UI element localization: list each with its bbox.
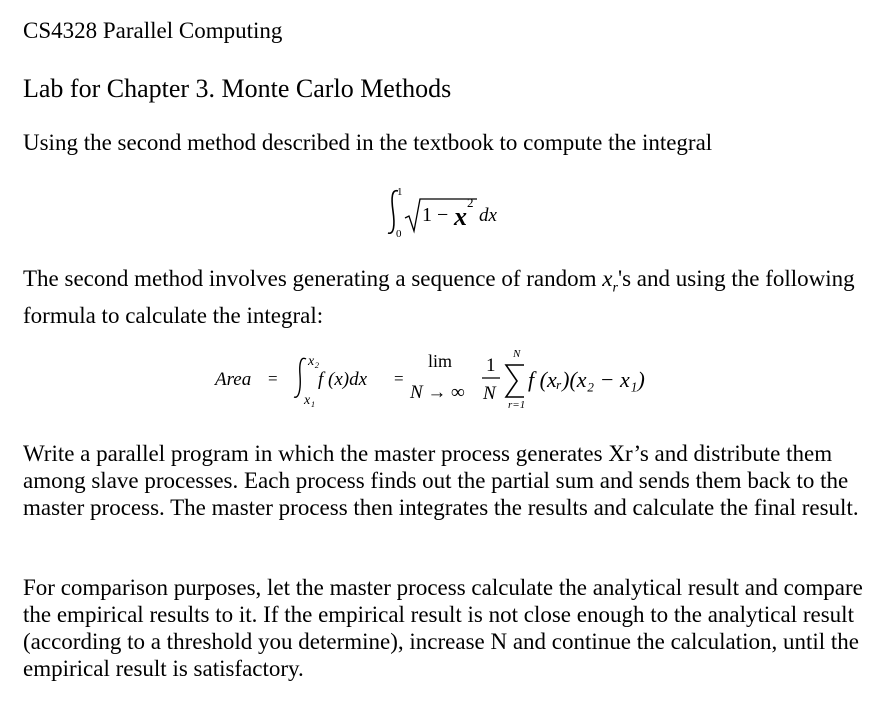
radicand-variable: x [454,202,467,231]
course-name: CS4328 Parallel Computing [23,18,283,43]
area-formula [210,345,690,410]
integrand: f (x)dx [318,369,368,390]
integral-sign-2 [294,358,306,397]
limit-label: lim [428,351,453,371]
sum-term: f (xᵣ)(x₂ − x₁) [528,367,645,392]
task-paragraph: Write a parallel program in which the master process generates Xr’s and distribute them among slave processes. Each process finds out the partial sum and sends them back to the master process. The master process then integrates the results and calculate the final result. [23,441,859,520]
equals-sign-1: = [268,369,278,388]
integral-lower-x1: x₁ [304,393,316,408]
integral-equation [385,185,510,240]
second-method-text-end: 's and using the following formula to calculate the integral: [23,266,855,328]
second-method-text-start: The second method involves generating a sequence of random [23,266,603,291]
area-label: Area [215,369,252,390]
sum-lower-limit: r=1 [508,399,526,410]
limit-subscript: N → ∞ [410,382,465,403]
equals-sign-2: = [394,369,404,388]
summation-sign [506,365,524,397]
comparison-paragraph: For comparison purposes, let the master process calculate the analytical result and compare the empirical results to it. If the empirical result is not close enough to the analytical result (according to a threshold you determine), increase N and continue the calculation, until the empirical result is satisfactory. [23,575,863,681]
fraction-numerator: 1 [486,355,496,376]
integral-lower-limit: 0 [396,228,402,240]
intro-paragraph: Using the second method described in the textbook to compute the integral [23,130,713,155]
xr-subscript: r [612,280,618,296]
sum-upper-limit: N [513,348,521,360]
fraction-denominator: N [483,383,496,404]
integral-upper-limit: 1 [397,186,403,198]
lab-title: Lab for Chapter 3. Monte Carlo Methods [23,74,452,103]
integral-upper-x2: x₂ [308,354,320,369]
second-method-paragraph [23,265,873,329]
dx-text: dx [479,205,497,226]
radicand-text: 1 − [422,204,449,226]
radicand-exponent: 2 [467,195,474,210]
xr-variable: x [602,266,613,291]
